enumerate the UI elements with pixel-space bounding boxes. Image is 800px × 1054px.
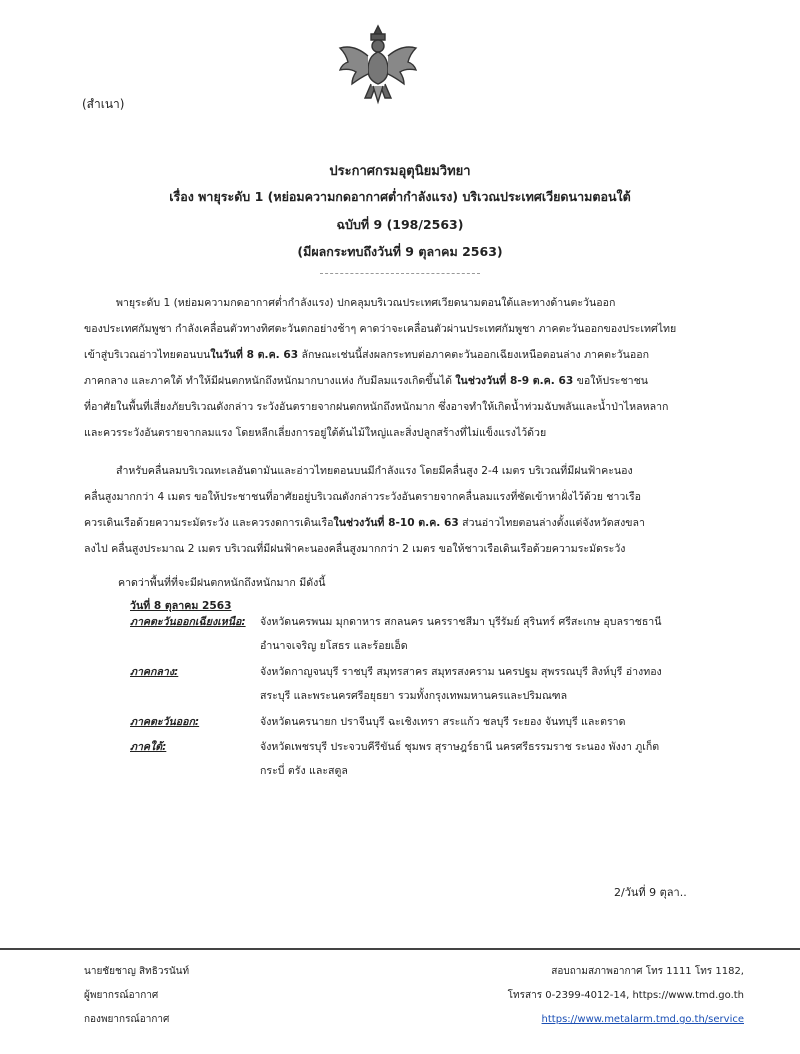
- forecast-date: วันที่ 8 ตุลาคม 2563: [130, 600, 232, 612]
- paragraph-line: ภาคกลาง และภาคใต้ ทำให้มีฝนตกหนักถึงหนักมากบางแห่ง กับมีลมแรงเกิดขึ้นได้ ในช่วงวันที่ 8-9 ต.ค. 63 ขอให้ประชาชน: [84, 375, 649, 387]
- copy-label: (สำเนา): [82, 97, 125, 111]
- region-provinces: จังหวัดกาญจนบุรี ราชบุรี สมุทรสาคร สมุทรสงคราม นครปฐม สุพรรณบุรี สิงห์บุรี อ่างทอง สระบุรี และพระนครศรีอยุธยา รวมทั้งกรุงเทพมหานครและปริมณฑล: [260, 666, 662, 702]
- announcement-issue: ฉบับที่ 9 (198/2563): [336, 217, 464, 232]
- region-label: ภาคใต้:: [130, 741, 167, 753]
- announcement-title: ประกาศกรมอุตุนิยมวิทยา: [329, 164, 471, 179]
- region-provinces: จังหวัดนครพนม มุกดาหาร สกลนคร นครราชสีมา บุรีรัมย์ สุรินทร์ ศรีสะเกษ อุบลราชธานี อำนาจเจริญ ยโสธร และร้อยเอ็ด: [260, 616, 662, 652]
- announcement-effective-date: (มีผลกระทบถึงวันที่ 9 ตุลาคม 2563): [297, 244, 503, 259]
- paragraph-line: คลื่นสูงมากกว่า 4 เมตร ขอให้ประชาชนที่อาศัยอยู่บริเวณดังกล่าวระวังอันตรายจากคลื่นลมแรงที่ซัดเข้าหาฝั่งไว้ด้วย ชาวเรือ: [84, 491, 642, 503]
- region-provinces: จังหวัดนครนายก ปราจีนบุรี ฉะเชิงเทรา สระแก้ว ชลบุรี ระยอง จันทบุรี และตราด: [260, 716, 626, 728]
- paragraph-line: และควรระวังอันตรายจากลมแรง โดยหลีกเลี่ยงการอยู่ใต้ต้นไม้ใหญ่และสิ่งปลูกสร้างที่ไม่แข็งแรงไว้ด้วย: [84, 427, 547, 439]
- contact-fax-website: โทรสาร 0-2399-4012-14, https://www.tmd.go.th: [507, 990, 744, 1001]
- garuda-emblem-icon: [335, 22, 421, 108]
- forecast-intro: คาดว่าพื้นที่ที่จะมีฝนตกหนักถึงหนักมาก มีดังนี้: [118, 577, 326, 589]
- announcement-subject: เรื่อง พายุระดับ 1 (หย่อมความกดอากาศต่ำกำลังแรง) บริเวณประเทศเวียดนามตอนใต้: [169, 189, 631, 204]
- forecaster-name: นายชัยชาญ สิทธิวรนันท์: [84, 966, 190, 977]
- divider: [320, 273, 480, 274]
- paragraph-line: พายุระดับ 1 (หย่อมความกดอากาศต่ำกำลังแรง) ปกคลุมบริเวณประเทศเวียดนามตอนใต้และทางด้านตะวันออก: [116, 297, 616, 309]
- paragraph-line: ของประเทศกัมพูชา กำลังเคลื่อนตัวทางทิศตะวันตกอย่างช้าๆ คาดว่าจะเคลื่อนตัวผ่านประเทศกัมพูชา ภาคตะวันออกของประเทศไทย: [84, 323, 677, 335]
- contact-phone: สอบถามสภาพอากาศ โทร 1111 โทร 1182,: [551, 966, 744, 977]
- region-label: ภาคกลาง:: [130, 666, 179, 678]
- footer-contact: [508, 960, 744, 1032]
- region-provinces: จังหวัดเพชรบุรี ประจวบคีรีขันธ์ ชุมพร สุราษฎร์ธานี นครศรีธรรมราช ระนอง พังงา ภูเก็ต กระบี่ ตรัง และสตูล: [260, 741, 660, 777]
- forecaster-title: ผู้พยากรณ์อากาศ: [84, 990, 159, 1001]
- continuation-note: 2/วันที่ 9 ตุลา..: [614, 886, 687, 899]
- region-label: ภาคตะวันออก:: [130, 716, 200, 728]
- paragraph-storm: [84, 290, 724, 446]
- paragraph-line: เข้าสู่บริเวณอ่าวไทยตอนบนในวันที่ 8 ต.ค. 63 ลักษณะเช่นนี้ส่งผลกระทบต่อภาคตะวันออกเฉียงเหนือตอนล่าง ภาคตะวันออก: [84, 349, 649, 361]
- paragraph-line: สำหรับคลื่นลมบริเวณทะเลอันดามันและอ่าวไทยตอนบนมีกำลังแรง โดยมีคลื่นสูง 2-4 เมตร บริเวณที่มีฝนฟ้าคะนอง: [116, 465, 633, 477]
- paragraph-line: ควรเดินเรือด้วยความระมัดระวัง และควรงดการเดินเรือในช่วงวันที่ 8-10 ต.ค. 63 ส่วนอ่าวไทยตอนล่างตั้งแต่จังหวัดสงขลา: [84, 517, 645, 529]
- region-label: ภาคตะวันออกเฉียงเหนือ:: [130, 616, 246, 628]
- forecaster-division: กองพยากรณ์อากาศ: [84, 1014, 170, 1025]
- paragraph-line: ที่อาศัยในพื้นที่เสี่ยงภัยบริเวณดังกล่าว ระวังอันตรายจากฝนตกหนักถึงหนักมาก ซึ่งอาจทำให้เกิดน้ำท่วมฉับพลันและน้ำป่าไหลหลาก: [84, 401, 669, 413]
- paragraph-line: ลงไป คลื่นสูงประมาณ 2 เมตร บริเวณที่มีฝนฟ้าคะนองคลื่นสูงมากกว่า 2 เมตร ขอให้ชาวเรือเดินเรือด้วยความระมัดระวัง: [84, 543, 626, 555]
- metalarm-link[interactable]: https://www.metalarm.tmd.go.th/service: [541, 1014, 744, 1025]
- footer-signatory: [84, 960, 189, 1032]
- paragraph-waves: [84, 458, 724, 562]
- footer-divider: [0, 948, 800, 950]
